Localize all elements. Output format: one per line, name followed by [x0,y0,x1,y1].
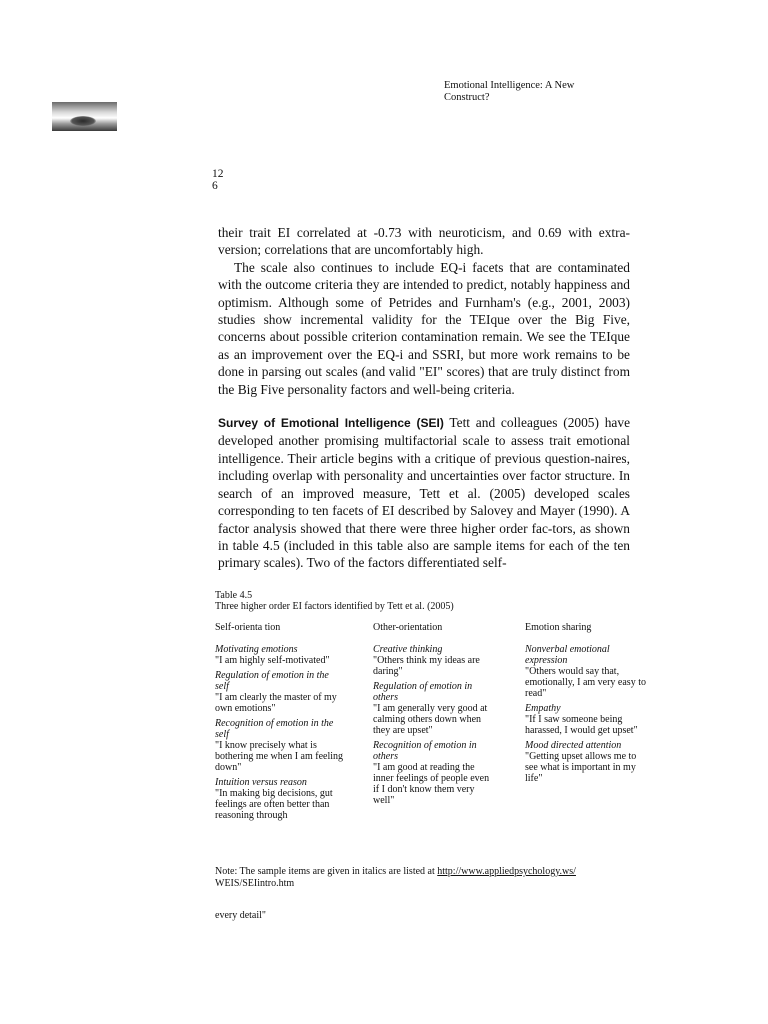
page-number [212,168,232,192]
table-label: Table 4.5 [215,590,253,601]
paragraph-2: The scale also continues to include EQ-i facets that are contaminated with the outcome criteria they are intended to predict, notably happiness and optimism. Although some of Petrides and Furnham's (e.g., 2001, 2003) studies show incremental validity for the TEIque over the Big Five, concerns about possible criterion contamination remain. We see the TEIque as an improvement over the EQ-i and SSRI, but more work remains to be done in parsing out scales (and valid "EI" scores) that are truly distinct from the Big Five personality factors and well-being criteria. [218,259,630,397]
table-note [215,866,635,890]
item-text: "Others think my ideas are daring" [373,655,480,677]
item-name: Recognition of emotion in others [373,740,477,762]
item-text: "If I saw someone being harassed, I would get upset" [525,714,638,736]
paragraph-3 [218,414,630,572]
header-decorative-image [52,102,117,131]
item-name: Regulation of emotion in the self [215,670,329,692]
column-self-orientation [215,622,345,825]
item-text: "Getting upset allows me to see what is important in my life" [525,751,637,784]
table-columns [215,622,655,862]
item-name: Creative thinking [373,644,443,655]
item-text: "I know precisely what is bothering me when I am feeling down" [215,740,344,773]
item-text: "I am generally very good at calming others down when they are upset" [373,703,488,736]
item-name: Motivating emotions [215,644,298,655]
table-4-5 [215,590,655,862]
paragraph-1: their trait EI correlated at -0.73 with neuroticism, and 0.69 with extra-version; correlations that are uncomfortably high. [218,225,630,258]
item-name: Mood directed attention [525,740,622,751]
item-text: "I am clearly the master of my own emotions" [215,692,337,714]
page-number-line1: 12 [212,168,224,180]
item-text: "Others would say that, emotionally, I am very easy to read" [525,666,646,699]
column-header: Emotion sharing [525,622,592,633]
note-link[interactable]: http://www.appliedpsychology.ws/ [437,866,576,877]
item-text: "In making big decisions, gut feelings are often better than reasoning through [215,788,333,821]
column-header: Other-orientation [373,622,443,633]
page-number-line2: 6 [212,180,218,192]
item-text: "I am good at reading the inner feelings of people even if I don't know them very well" [373,762,490,806]
item-name: Intuition versus reason [215,777,307,788]
item-name: Empathy [525,703,561,714]
note-suffix: WEIS/SEIintro.htm [215,878,295,889]
item-name: Recognition of emotion in the self [215,718,334,740]
column-emotion-sharing [525,622,650,788]
body-text [218,224,630,572]
sei-section-heading: Survey of Emotional Intelligence (SEI) [218,416,444,431]
paragraph-3-text: Tett and colleagues (2005) have developed another promising multifactorial scale to assess trait emotional intelligence. Their article begins with a critique of previous question-naires, including overlap with personality and uncertainties over factor structure. In search of an improved measure, Tett et al. (2005) developed scales corresponding to ten facets of EI described by Salovey and Mayer (1990). A factor analysis showed that there were three higher order fac-tors, as shown in table 4.5 (included in this table also are sample items for each of the ten primary scales). Two of the factors differentiated self- [218,415,631,571]
column-header: Self-orienta tion [215,622,281,633]
item-name: Nonverbal emotional expression [525,644,610,666]
item-text: "I am highly self-motivated" [215,655,330,666]
running-head: Emotional Intelligence: A New Construct? [444,80,575,103]
column-other-orientation [373,622,495,810]
item-name: Regulation of emotion in others [373,681,473,703]
table-caption: Three higher order EI factors identified by Tett et al. (2005) [215,601,454,612]
note-prefix: Note: The sample items are given in italics are listed at [215,866,438,877]
trailing-text: every detail" [215,910,267,921]
